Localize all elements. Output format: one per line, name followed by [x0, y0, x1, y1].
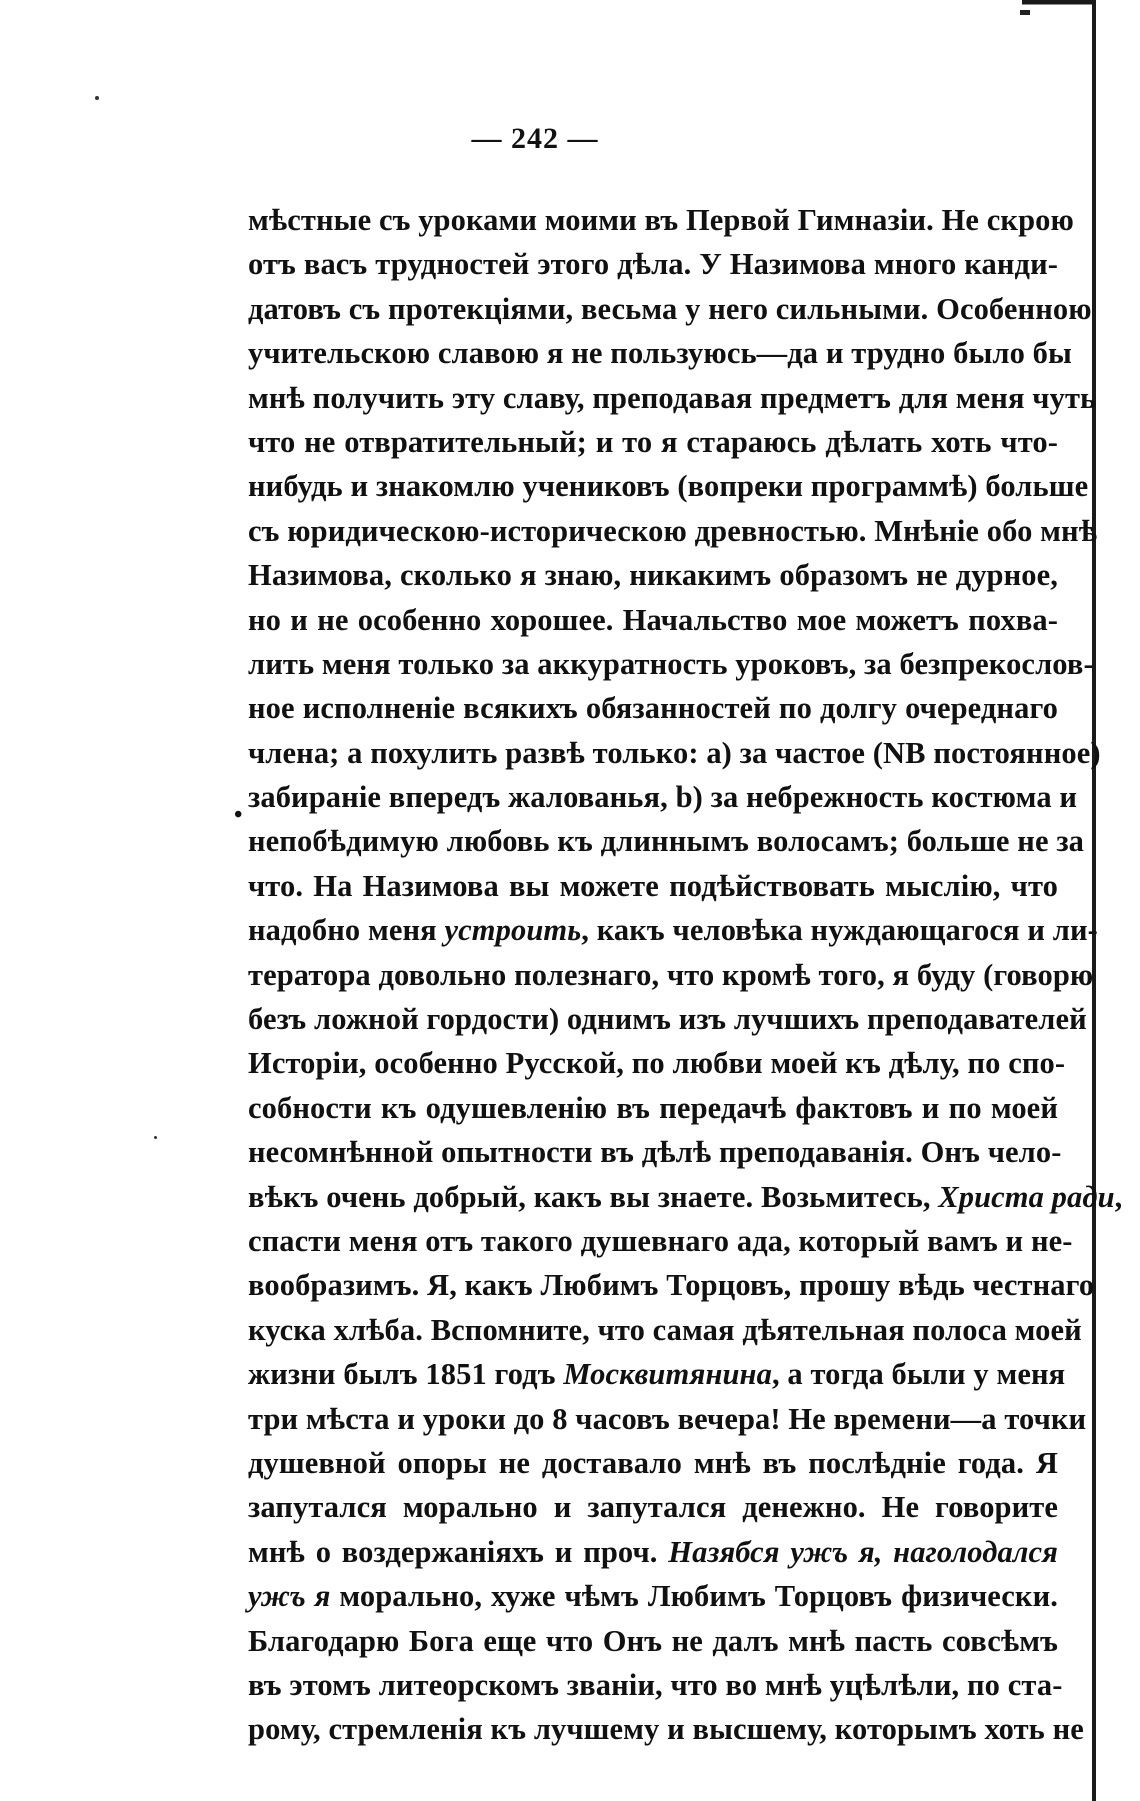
text-line [248, 1263, 1095, 1307]
text-line [248, 1707, 1084, 1751]
text-line [248, 509, 1098, 553]
margin-mark: • [234, 802, 243, 828]
text-segment: три мѣста и уроки до 8 часовъ вечера! Не времени—а точки [248, 1401, 1087, 1436]
text-line [248, 686, 1058, 730]
text-segment: мнѣ получить эту славу, преподавая предметъ для меня чуть [248, 380, 1097, 415]
text-line [248, 1308, 1082, 1352]
text-segment: собности къ одушевленію въ передачѣ фактовъ и по моей [248, 1090, 1058, 1125]
text-line [248, 1352, 1066, 1396]
text-line [248, 731, 1101, 775]
speck [95, 96, 99, 100]
text-line [248, 1041, 1066, 1085]
text-segment: непобѣдимую любовь къ длиннымъ волосамъ; больше не за [248, 824, 1085, 859]
page-number [0, 122, 1140, 156]
text-line [248, 775, 1078, 819]
text-line [248, 1219, 1073, 1263]
text-line [248, 198, 1074, 242]
text-segment: морально, хуже чѣмъ Любимъ Торцовъ физически. [330, 1579, 1058, 1614]
text-segment: вообразимъ. Я, какъ Любимъ Торцовъ, прошу вѣдь честнаго [248, 1268, 1095, 1303]
text-line [248, 1130, 1062, 1174]
italic-segment: устроить [444, 913, 582, 948]
text-line [248, 819, 1085, 863]
text-segment: , какъ человѣка нуждающагося и ли- [581, 913, 1098, 948]
text-line [248, 864, 1058, 908]
text-line [248, 331, 1072, 375]
text-line [248, 1663, 1063, 1707]
text-line [248, 376, 1097, 420]
text-segment: , [1114, 1179, 1123, 1214]
text-line [248, 287, 1092, 331]
text-line [248, 908, 1098, 952]
text-segment: безъ ложной гордости) однимъ изъ лучшихъ преподавателей [248, 1002, 1087, 1037]
text-line [248, 642, 1094, 686]
text-segment: мѣстные съ уроками моими въ Первой Гимназіи. Не скрою [248, 203, 1074, 237]
text-segment: забираніе впередъ жалованья, b) за небрежность костюма и [248, 780, 1078, 815]
text-line [248, 1485, 1058, 1529]
text-line [248, 1175, 1123, 1219]
text-segment: тератора довольно полезнаго, что кромѣ того, я буду (говорю [248, 957, 1094, 992]
text-line [248, 464, 1089, 508]
text-segment: но и не особенно хорошее. Начальство мое можетъ похва- [248, 602, 1058, 637]
text-segment: душевной опоры не доставало мнѣ въ послѣдніе года. Я [248, 1445, 1058, 1480]
text-segment: отъ васъ трудностей этого дѣла. У Назимова много канди- [248, 247, 1058, 282]
text-segment: учительскою славою я не пользуюсь—да и трудно было бы [248, 336, 1072, 371]
italic-segment: Назябся ужъ я, наголодался [668, 1534, 1058, 1569]
text-segment: Назимова, сколько я знаю, никакимъ образомъ не дурное, [248, 558, 1058, 593]
text-segment: рому, стремленія къ лучшему и высшему, которымъ хоть не [248, 1712, 1084, 1747]
italic-segment: ужъ я [248, 1579, 331, 1614]
page-edge-top [1022, 0, 1092, 10]
text-segment: несомнѣнной опытности въ дѣлѣ преподаванія. Онъ чело- [248, 1135, 1062, 1170]
text-segment: въ этомъ литеорскомъ званіи, что во мнѣ уцѣлѣли, по ста- [248, 1667, 1063, 1702]
text-segment: куска хлѣба. Вспомните, что самая дѣятельная полоса моей [248, 1312, 1082, 1347]
text-line [248, 1530, 1058, 1574]
page-edge-tick [1020, 10, 1030, 15]
speck [154, 1136, 157, 1139]
text-line [248, 553, 1058, 597]
text-line [248, 1086, 1058, 1130]
text-segment: Благодарю Бога еще что Онъ не далъ мнѣ пасть совсѣмъ [248, 1623, 1058, 1658]
text-line [248, 997, 1087, 1041]
text-line [248, 598, 1058, 642]
text-segment: Исторіи, особенно Русской, по любви моей къ дѣлу, по спо- [248, 1046, 1066, 1081]
text-segment: датовъ съ протекціями, весьма у него сильными. Особенною [248, 291, 1092, 326]
text-line [248, 420, 1058, 464]
italic-segment: Христа ради [938, 1179, 1115, 1214]
text-line [248, 1397, 1087, 1441]
text-segment: съ юридическою-историческою древностью. Мнѣніе обо мнѣ [248, 513, 1098, 548]
text-segment: члена; а похулить развѣ только: а) за частое (NB постоянное) [248, 735, 1101, 770]
text-segment: спасти меня отъ такого душевнаго ада, который вамъ и не- [248, 1223, 1073, 1258]
text-segment: нибудь и знакомлю учениковъ (вопреки программѣ) больше [248, 469, 1089, 504]
text-line [248, 242, 1058, 286]
text-segment: лить меня только за аккуратность уроковъ, за безпрекослов- [248, 646, 1094, 681]
text-segment: вѣкъ очень добрый, какъ вы знаете. Возьмитесь, [248, 1179, 939, 1214]
text-segment: надобно меня [248, 913, 445, 948]
text-segment: , а тогда были у меня [771, 1357, 1066, 1392]
text-segment: что не отвратительный; и то я стараюсь дѣлать хоть что- [248, 424, 1058, 459]
text-segment: запутался морально и запутался денежно. Не говорите [248, 1490, 1058, 1525]
text-line [248, 1574, 1058, 1618]
text-line [248, 1619, 1058, 1663]
italic-segment: Москвитянина [563, 1357, 772, 1392]
text-line [248, 953, 1094, 997]
text-segment: ное исполненіе всякихъ обязанностей по долгу очереднаго [248, 691, 1058, 726]
text-line [248, 1441, 1058, 1485]
page-number-text: — 242 — [471, 122, 599, 155]
text-segment: что. На Назимова вы можете подѣйствовать мыслію, что [248, 868, 1058, 903]
text-body [248, 198, 1123, 1752]
text-segment: жизни былъ 1851 годъ [248, 1357, 564, 1392]
page-edge-right [1092, 0, 1096, 1801]
text-segment: мнѣ о воздержаніяхъ и проч. [248, 1534, 669, 1569]
